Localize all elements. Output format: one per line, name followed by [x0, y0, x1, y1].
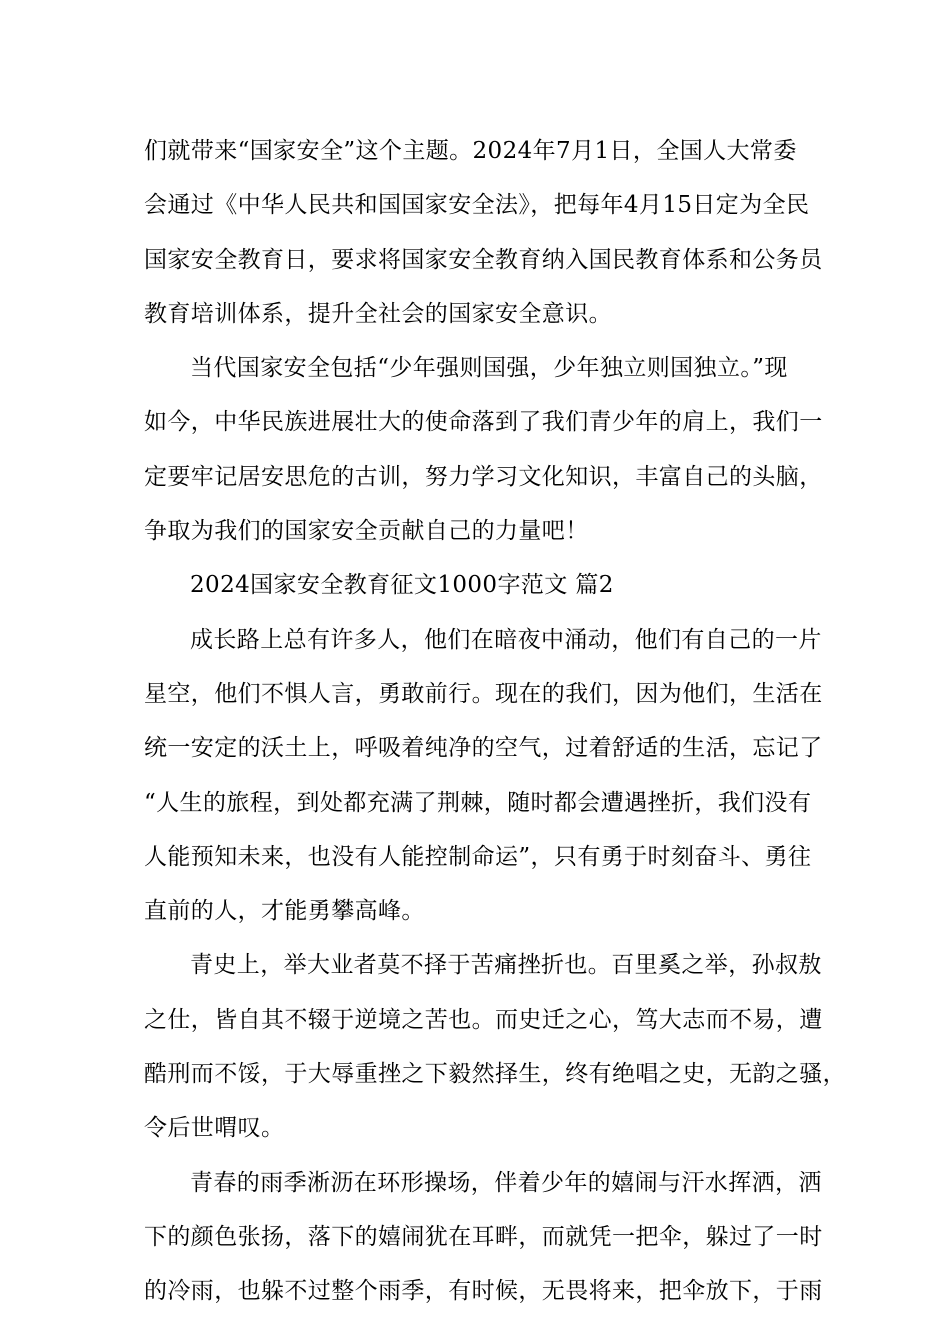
text-line: 统一安定的沃土上，呼吸着纯净的空气，过着舒适的生活，忘记了: [144, 735, 823, 762]
text-line: 之仕，皆自其不辍于逆境之苦也。而史迁之心，笃大志而不易，遭: [144, 1006, 823, 1033]
document-body: [144, 124, 846, 1319]
text-line: 星空，他们不惧人言，勇敢前行。现在的我们，因为他们，生活在: [144, 680, 823, 707]
text-line: 下的颜色张扬，落下的嬉闹犹在耳畔，而就凭一把伞，躲过了一时: [144, 1223, 823, 1250]
text-line: 直前的人，才能勇攀高峰。: [144, 898, 425, 925]
text-line: 国家安全教育日，要求将国家安全教育纳入国民教育体系和公务员: [144, 246, 823, 273]
text-line: 令后世喟叹。: [144, 1115, 285, 1142]
text-line: 如今，中华民族进展壮大的使命落到了我们青少年的肩上，我们一: [144, 409, 823, 436]
text-line: 酷刑而不馁，于大辱重挫之下毅然择生，终有绝唱之史，无韵之骚，: [144, 1061, 846, 1088]
text-line: 的冷雨，也躲不过整个雨季，有时候，无畏将来，把伞放下，于雨: [144, 1278, 823, 1305]
text-line: 人能预知未来，也没有人能控制命运”，只有勇于时刻奋斗、勇往: [144, 843, 812, 870]
text-line: 当代国家安全包括“少年强则国强，少年独立则国独立。”现: [190, 355, 788, 382]
text-line: 会通过《中华人民共和国国家安全法》，把每年4月15日定为全民: [144, 192, 810, 219]
text-line: “人生的旅程，到处都充满了荆棘，随时都会遭遇挫折，我们没有: [144, 789, 812, 816]
text-line: 青史上，举大业者莫不择于苦痛挫折也。百里奚之举，孙叔敖: [190, 952, 822, 979]
text-line: 争取为我们的国家安全贡献自己的力量吧！: [144, 518, 589, 545]
text-line: 定要牢记居安思危的古训，努力学习文化知识，丰富自己的头脑，: [144, 463, 823, 490]
text-line: 们就带来“国家安全”这个主题。2024年7月1日，全国人大常委: [144, 138, 797, 164]
text-line: 教育培训体系，提升全社会的国家安全意识。: [144, 300, 612, 327]
text-line: 青春的雨季淅沥在环形操场，伴着少年的嬉闹与汗水挥洒，洒: [190, 1169, 822, 1196]
text-line: 成长路上总有许多人，他们在暗夜中涌动，他们有自己的一片: [190, 626, 822, 653]
section-heading: 2024国家安全教育征文1000字范文 篇2: [190, 572, 614, 599]
